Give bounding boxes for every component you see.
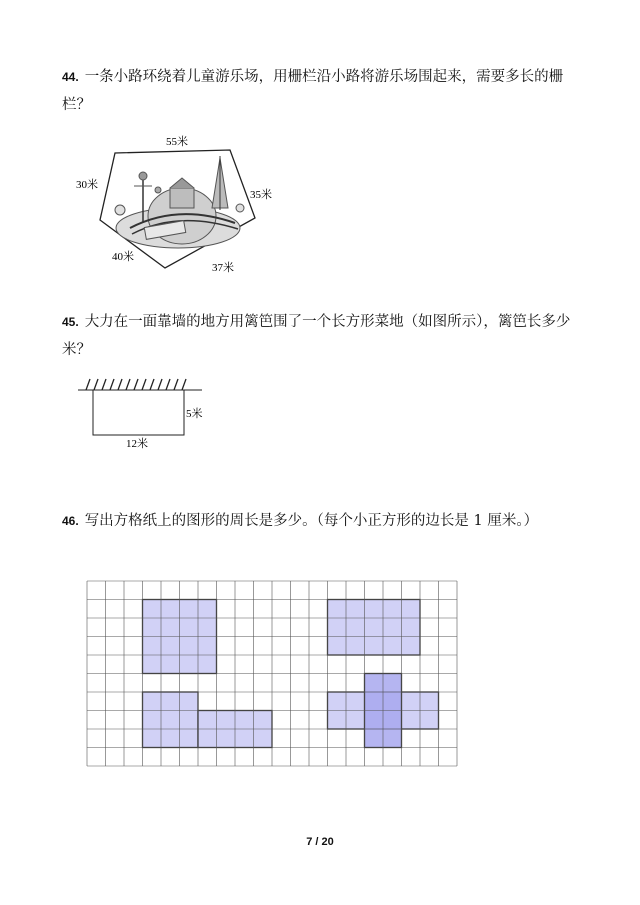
playground-figure [70, 128, 280, 278]
page-number: 7 / 20 [306, 836, 334, 848]
question-number: 45. [62, 315, 79, 329]
label-height: 5米 [186, 408, 203, 420]
question-text: 一条小路环绕着儿童游乐场，用栅栏沿小路将游乐场围起来，需要多长的栅栏？ [62, 69, 564, 113]
fence-outline [93, 390, 184, 435]
wall-hatching [86, 379, 186, 390]
playground-illustration [115, 156, 244, 248]
label-bottom-left: 40米 [112, 251, 134, 263]
question-number: 46. [62, 514, 79, 528]
question-number: 44. [62, 70, 79, 84]
label-right: 35米 [250, 189, 272, 201]
label-top: 55米 [166, 136, 188, 148]
question-46 [62, 508, 587, 536]
grid-figure [86, 580, 458, 772]
garden-figure [78, 372, 218, 452]
label-width: 12米 [126, 438, 148, 450]
question-45 [62, 309, 587, 364]
grid-lines [87, 581, 457, 766]
question-44 [62, 64, 587, 119]
label-bottom-right: 37米 [212, 262, 234, 274]
question-text: 大力在一面靠墙的地方用篱笆围了一个长方形菜地（如图所示），篱笆长多少米？ [62, 314, 571, 358]
top-right-rect-shape [328, 600, 421, 656]
question-text: 写出方格纸上的图形的周长是多少。（每个小正方形的边长是 1 厘米。） [84, 513, 539, 529]
small-rect-shape [143, 692, 199, 748]
label-left: 30米 [76, 179, 98, 191]
